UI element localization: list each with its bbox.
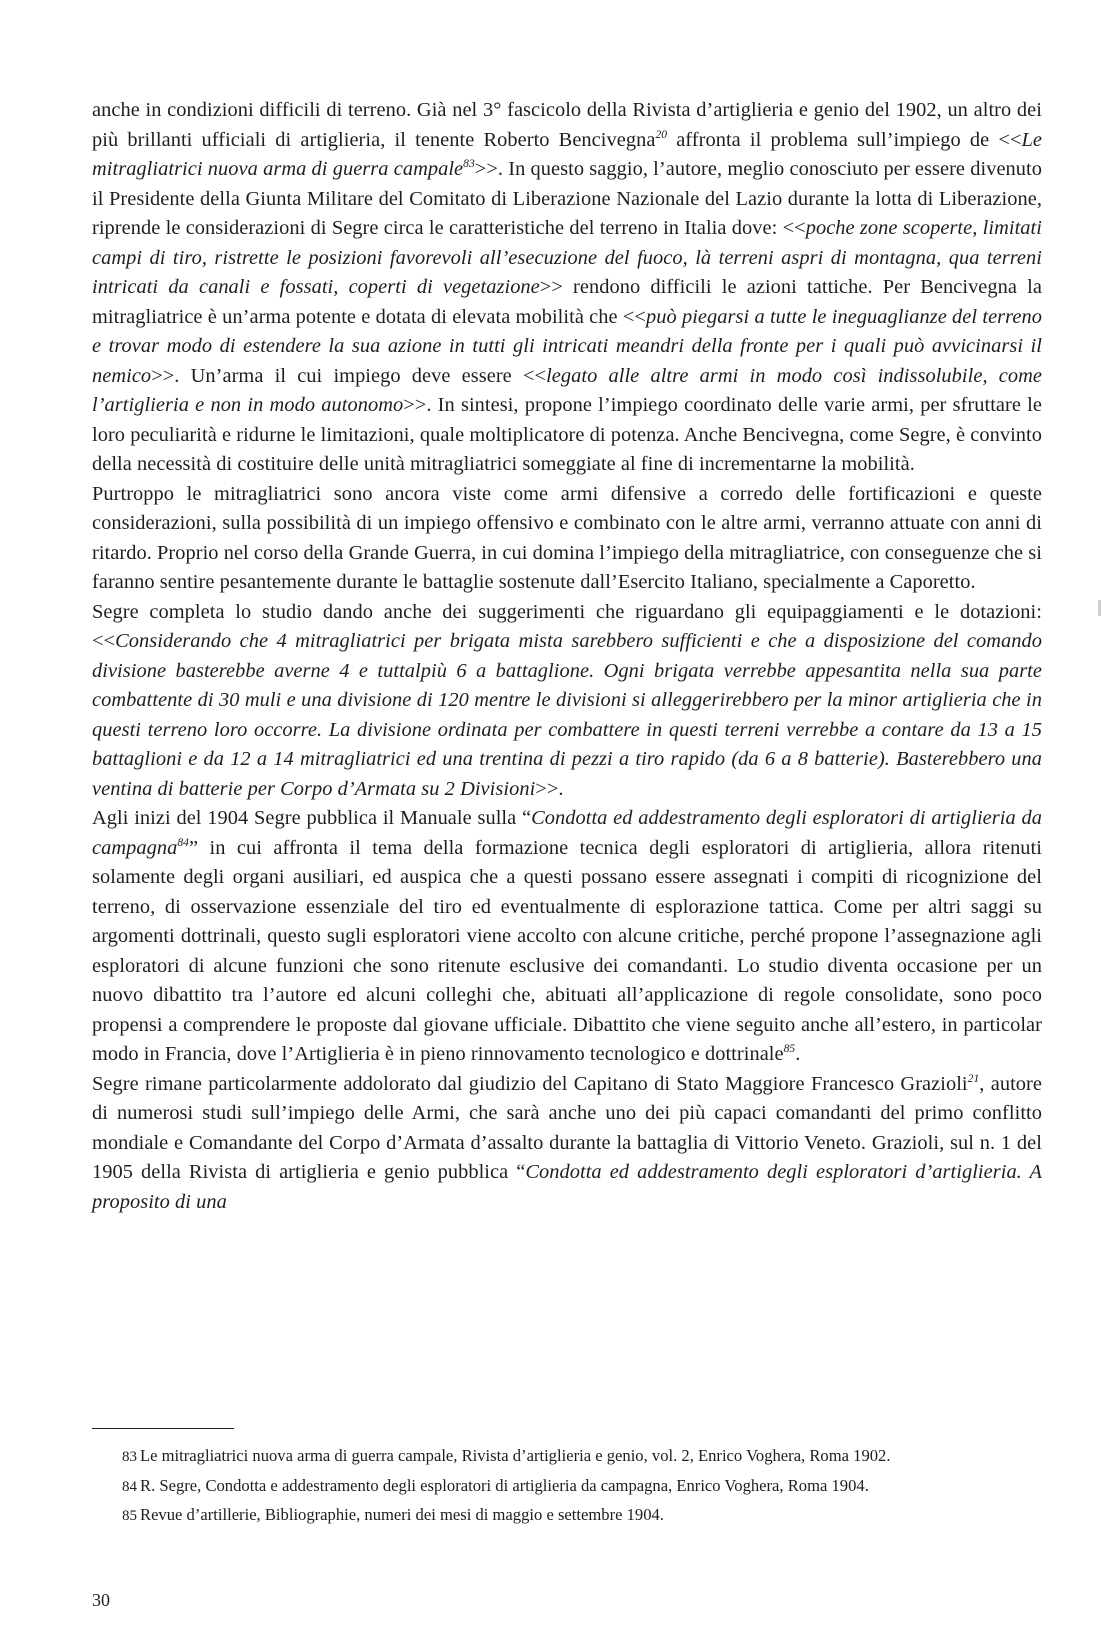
italic-quote: Considerando che 4 mitragliatrici per brigata mista sarebbero sufficienti e che a disposizione del comando divisione basterebbe averne 4 e tuttalpiù 6 a battaglione. Ogni brigata verrebbe appesantita nella sua parte combattente di 30 muli e una divisione di 120 mentre le divisioni si alleggerirebbero per la minor artiglieria che in questi terreno loro occorre. La divisione ordinata per combattere in questi terreni verrebbe a contare da 13 a 15 battaglioni e da 12 a 14 mitragliatrici ed una trentina di pezzi a tiro rapido (da 6 a 8 batterie). Basterebbero una ventina di batterie per Corpo d’Armata su 2 Divisioni (92, 630, 1042, 800)
paragraph-3 (92, 598, 1042, 805)
footnote-reference: 83 (463, 158, 475, 171)
text-run: >>. In questo saggio, l’autore, meglio conosciuto per essere divenuto il Presidente della Giunta Militare del Comitato di Liberazione Nazionale del Lazio durante la lotta di Liberazione, riprende le considerazioni di Segre circa le caratteristiche del terreno in Italia dove: << (92, 158, 1042, 239)
text-run: >>. In sintesi, propone l’impiego coordinato delle varie armi, per sfruttare le loro peculiarità e ridurne le limitazioni, quale moltiplicatore di potenza. Anche Bencivegna, come Segre, è convinto della necessità di costituire delle unità mitragliatrici someggiate al fine di incrementarne la mobilità. (92, 394, 1042, 475)
paragraph-4 (92, 804, 1042, 1070)
footnote-reference: 84 (177, 836, 189, 849)
paragraph-2 (92, 480, 1042, 598)
footnote-separator (92, 1428, 234, 1429)
footnote-85 (92, 1503, 1042, 1529)
margin-mark (1098, 600, 1101, 616)
text-run: . (795, 1043, 801, 1065)
italic-quote: Condotta ed addestramento degli esploratori di artiglieria da campagna (92, 807, 1042, 859)
italic-quote: legato alle altre armi in modo così indissolubile, come l’artiglieria e non in modo autonomo (92, 364, 1042, 416)
text-run: Segre rimane particolarmente addolorato dal giudizio del Capitano di Stato Maggiore Francesco Grazioli (92, 1072, 968, 1095)
text-run: anche in condizioni difficili di terreno. Già nel 3° fascicolo della Rivista d’artiglieria e genio del 1902, un altro dei più brillanti ufficiali di artiglieria, il tenente Roberto Bencivegna (92, 99, 1042, 151)
paragraph-5 (92, 1070, 1042, 1218)
footnote-number: 85 (122, 1508, 137, 1524)
text-run: Agli inizi del 1904 Segre pubblica il Manuale sulla “ (92, 807, 532, 829)
footnotes (92, 1444, 1042, 1533)
footnote-text: Revue d’artillerie, Bibliographie, numeri dei mesi di maggio e settembre 1904. (140, 1505, 664, 1524)
footnote-text: Le mitragliatrici nuova arma di guerra campale, Rivista d’artiglieria e genio, vol. 2, Enrico Voghera, Roma 1902. (140, 1446, 891, 1465)
italic-quote: può piegarsi a tutte le ineguaglianze del terreno e trovar modo di estendere la sua azione in tutti gli intricati meandri della fronte per i quali può avvicinarsi il nemico (92, 305, 1042, 387)
text-run: Segre completa lo studio dando anche dei suggerimenti che riguardano gli equipaggiamenti e le dotazioni: << (92, 600, 1042, 652)
text-run: Purtroppo le mitragliatrici sono ancora viste come armi difensive a corredo delle fortificazioni e queste considerazioni, sulla possibilità di un impiego offensivo e combinato con le altre armi, verranno attuate con anni di ritardo. Proprio nel corso della Grande Guerra, in cui domina l’impiego della mitragliatrice, con conseguenze che si faranno sentire pesantemente durante le battaglie sostenute dall’Esercito Italiano, specialmente a Caporetto. (92, 482, 1042, 593)
italic-quote: poche zone scoperte, limitati campi di tiro, ristrette le posizioni favorevoli all’esecuzione del fuoco, là terreni aspri di montagna, qua terreni intricati da canali e fossati, coperti di vegetazione (92, 217, 1042, 298)
footnote-reference: 20 (655, 128, 668, 141)
body-text (92, 96, 1042, 1217)
text-run: , autore di numerosi studi sull’impiego delle Armi, che sarà anche uno dei più capaci comandanti del primo conflitto mondiale e Comandante del Corpo d’Armata d’assalto durante la battaglia di Vittorio Veneto. Grazioli, sul n. 1 del 1905 della Rivista di artiglieria e genio pubblica “ (92, 1072, 1042, 1183)
text-run: >> rendono difficili le azioni tattiche. Per Bencivegna la mitragliatrice è un’arma potente e dotata di elevata mobilità che << (92, 276, 1042, 328)
footnote-number: 84 (122, 1478, 137, 1495)
text-run: >>. Un’arma il cui impiego deve essere << (151, 364, 547, 387)
footnote-text: R. Segre, Condotta e addestramento degli esploratori di artiglieria da campagna, Enrico Voghera, Roma 1904. (140, 1475, 869, 1495)
italic-quote: Le mitragliatrici nuova arma di guerra campale (92, 128, 1042, 180)
footnote-84 (92, 1474, 1042, 1500)
paragraph-1 (92, 96, 1042, 480)
text-run: affronta il problema sull’impiego de << (667, 128, 1022, 151)
footnote-reference: 21 (967, 1072, 980, 1085)
page-number: 30 (92, 1590, 110, 1610)
text-run: ” in cui affronta il tema della formazione tecnica degli esploratori di artiglieria, allora ritenuti solamente degli organi ausiliari, ed auspica che a questi possano essere assegnati i compiti di ricognizione del terreno, di osservazione essenziale del tiro ed eventualmente di esplorazione tattica. Come per altri saggi su argomenti dottrinali, questo sugli esploratori viene accolto con alcune critiche, perché propone l’assegnazione agli esploratori di alcune funzioni che sono ritenute esclusive dei comandanti. Lo studio diventa occasione per un nuovo dibattito tra l’autore ed alcuni colleghi che, abituati all’applicazione di regole consolidate, sono poco propensi a comprendere le proposte dal giovane ufficiale. Dibattito che viene seguito anche all’estero, in particolar modo in Francia, dove l’Artiglieria è in pieno rinnovamento tecnologico e dottrinale (92, 836, 1042, 1065)
footnote-number: 83 (122, 1449, 137, 1465)
footnote-83 (92, 1444, 1042, 1470)
text-run: >>. (535, 777, 564, 800)
italic-quote: Condotta ed addestramento degli esploratori d’artiglieria. A proposito di una (92, 1161, 1042, 1213)
footnote-reference: 85 (783, 1043, 796, 1056)
